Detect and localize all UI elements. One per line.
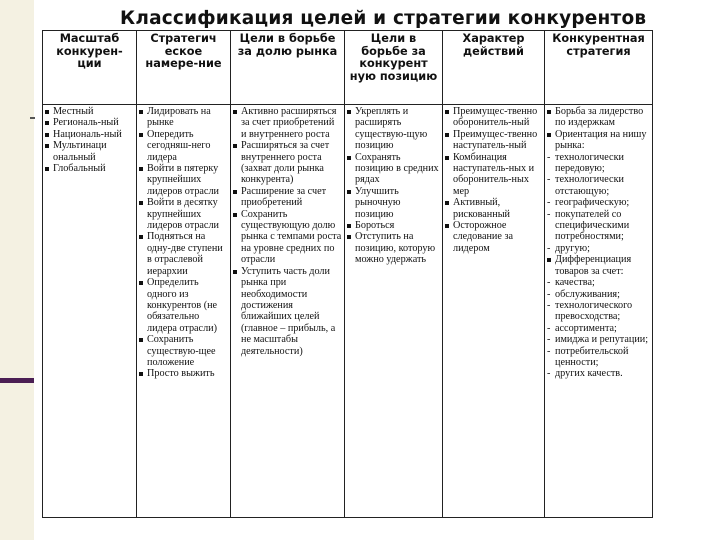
list-item: Мультинаци ональный <box>45 140 134 163</box>
table-body-row <box>43 105 653 518</box>
header-market-share: Цели в борьбе за долю рынка <box>231 31 345 105</box>
list-item: Войти в пятерку крупнейших лидеров отрасли <box>139 163 228 197</box>
intent-list <box>139 106 228 380</box>
list-item: Войти в десятку крупнейших лидеров отрасли <box>139 197 228 231</box>
cell-action <box>443 105 545 518</box>
list-item: Укреплять и расширять существую-щую позицию <box>347 106 440 152</box>
list-item: Дифференциация товаров за счет: <box>547 254 650 277</box>
header-position: Цели в борьбе за конкурент ную позицию <box>345 31 443 105</box>
list-item: Сохранить существующую долю рынка с темпами роста на уровне средних по отрасли <box>233 209 342 266</box>
list-item: Борьба за лидерство по издержкам <box>547 106 650 129</box>
list-item: Преимущес-твенно наступатель-ный <box>445 129 542 152</box>
cell-market-share <box>231 105 345 518</box>
list-item: - технологического превосходства; <box>547 300 650 323</box>
header-action: Характер действий <box>443 31 545 105</box>
list-item: - технологически передовую; <box>547 152 650 175</box>
list-item: - покупателей со специфическими потребностями; <box>547 209 650 243</box>
list-item: Подняться на одну-две ступени в отраслевой иерархии <box>139 231 228 277</box>
list-item: Ориентация на нишу рынка: <box>547 129 650 152</box>
scale-list <box>45 106 134 174</box>
cell-intent <box>137 105 231 518</box>
header-scale: Масштаб конкурен-ции <box>43 31 137 105</box>
list-item: Преимущес-твенно оборонитель-ный <box>445 106 542 129</box>
slide-title: Классификация целей и стратегии конкурентов <box>120 8 647 29</box>
list-item: Уступить часть доли рынка при необходимости достижения ближайших целей (главное – прибыль, а не масштабы деятельности) <box>233 266 342 357</box>
list-item: Расширяться за счет внутреннего роста (захват доли рынка конкурента) <box>233 140 342 186</box>
list-item: Отступить на позицию, которую можно удержать <box>347 231 440 265</box>
classification-table <box>42 30 653 518</box>
list-item: Активный, рискованный <box>445 197 542 220</box>
list-item: - технологически отстающую; <box>547 174 650 197</box>
cell-scale <box>43 105 137 518</box>
list-item: Сохранять позицию в средних рядах <box>347 152 440 186</box>
action-list <box>445 106 542 254</box>
list-item: - потребительской ценности; <box>547 346 650 369</box>
list-item: Определить одного из конкурентов (не обязательно лидера отрасли) <box>139 277 228 334</box>
strategy-list <box>547 106 650 380</box>
list-item: Активно расширяться за счет приобретений и внутреннего роста <box>233 106 342 140</box>
list-item: - другую; <box>547 243 650 254</box>
list-item: Бороться <box>347 220 440 231</box>
list-item: - обслуживания; <box>547 289 650 300</box>
list-item: - других качеств. <box>547 368 650 379</box>
list-item: Осторожное следование за лидером <box>445 220 542 254</box>
list-item: Сохранить существую-щее положение <box>139 334 228 368</box>
list-item: Расширение за счет приобретений <box>233 186 342 209</box>
list-item: Региональ-ный <box>45 117 134 128</box>
list-item: - качества; <box>547 277 650 288</box>
market-share-list <box>233 106 342 357</box>
list-item: Лидировать на рынке <box>139 106 228 129</box>
sidebar-tick <box>30 117 35 119</box>
list-item: Местный <box>45 106 134 117</box>
list-item: Комбинация наступатель-ных и оборонитель-ных мер <box>445 152 542 198</box>
list-item: Националь-ный <box>45 129 134 140</box>
slide-sidebar-band <box>0 0 34 540</box>
position-list <box>347 106 440 266</box>
list-item: Просто выжить <box>139 368 228 379</box>
list-item: - ассортимента; <box>547 323 650 334</box>
header-intent: Стратегич еское намере-ние <box>137 31 231 105</box>
list-item: Улучшить рыночную позицию <box>347 186 440 220</box>
list-item: - имиджа и репутации; <box>547 334 650 345</box>
list-item: Опередить сегодняш-него лидера <box>139 129 228 163</box>
sidebar-accent-line <box>0 378 34 383</box>
cell-position <box>345 105 443 518</box>
list-item: - географическую; <box>547 197 650 208</box>
list-item: Глобальный <box>45 163 134 174</box>
table-header-row <box>43 31 653 105</box>
header-strategy: Конкурентная стратегия <box>545 31 653 105</box>
cell-strategy <box>545 105 653 518</box>
